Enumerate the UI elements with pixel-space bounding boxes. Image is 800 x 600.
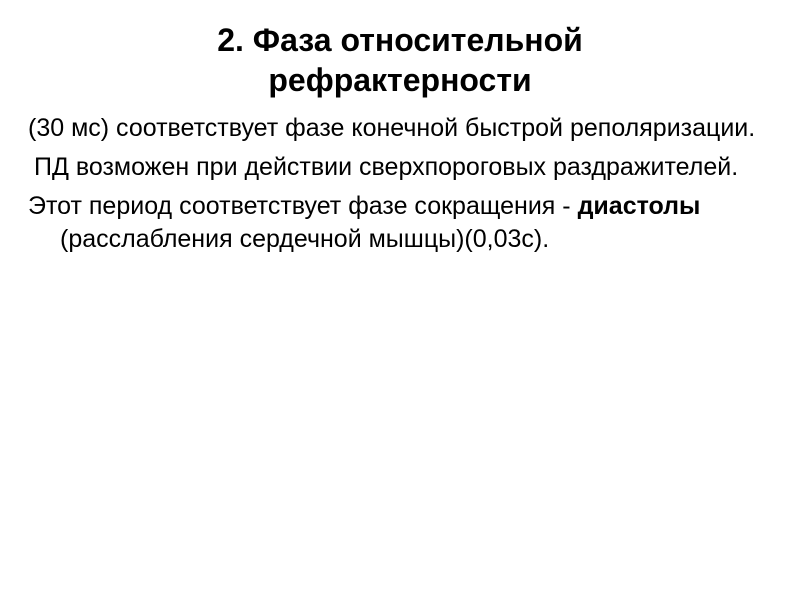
paragraph-period-text-start: Этот период соответствует фазе сокращения - [28,192,578,220]
paragraph-period [28,190,780,256]
paragraph-duration: (30 мс) соответствует фазе конечной быстрой реполяризации. [28,114,756,142]
slide-title-line-1: 2. Фаза относительной [217,22,583,58]
paragraph-period-text-end: (расслабления сердечной мышцы)(0,03с). [60,225,550,253]
slide-body [28,112,780,262]
paragraph-action-potential: ПД возможен при действии сверхпороговых раздражителей. [34,153,739,181]
slide-title [0,20,800,100]
slide-title-line-2: рефрактерности [268,62,532,98]
diastole-term: диастолы [577,192,701,220]
